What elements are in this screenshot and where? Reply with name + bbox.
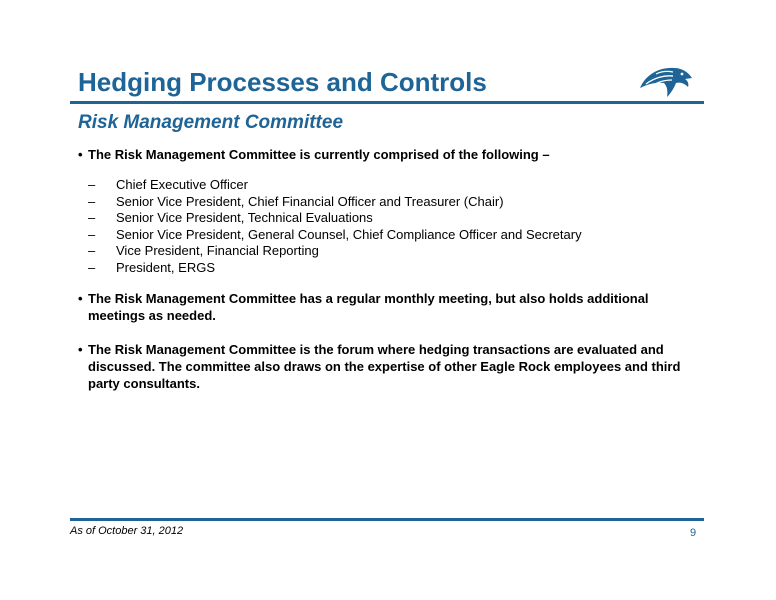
list-item: – Senior Vice President, Technical Evaluations [88,210,373,225]
footer-rule [70,518,704,521]
eagle-head-icon [638,64,694,98]
bullet-marker: • [78,147,83,162]
header-rule [70,101,704,104]
committee-member-list [78,177,708,276]
bullet-text: The Risk Management Committee has a regular monthly meeting, but also holds additional meetings as needed. [88,291,649,323]
bullet-text: The Risk Management Committee is the forum where hedging transactions are evaluated and discussed. The committee also draws on the expertise of other Eagle Rock employees and third party consultants. [88,342,681,391]
bullet-committee-composition [78,146,708,163]
bullet-forum [78,341,708,392]
section-subtitle: Risk Management Committee [78,112,344,133]
bullet-marker: • [78,342,83,357]
page-title: Hedging Processes and Controls [78,67,487,97]
bullet-marker: • [78,291,83,306]
page-number: 9 [690,527,697,539]
content-body [78,146,708,392]
bullet-monthly-meeting [78,290,708,324]
footer-date: As of October 31, 2012 [70,525,184,537]
list-item: – President, ERGS [88,259,215,275]
list-item: – Senior Vice President, Chief Financial Officer and Treasurer (Chair) [88,193,504,209]
list-item: – Vice President, Financial Reporting [88,243,319,258]
list-item: – Senior Vice President, General Counsel, Chief Compliance Officer and Secretary [88,226,582,242]
bullet-text: The Risk Management Committee is currently comprised of the following – [88,147,550,162]
list-item: – Chief Executive Officer [88,177,248,192]
